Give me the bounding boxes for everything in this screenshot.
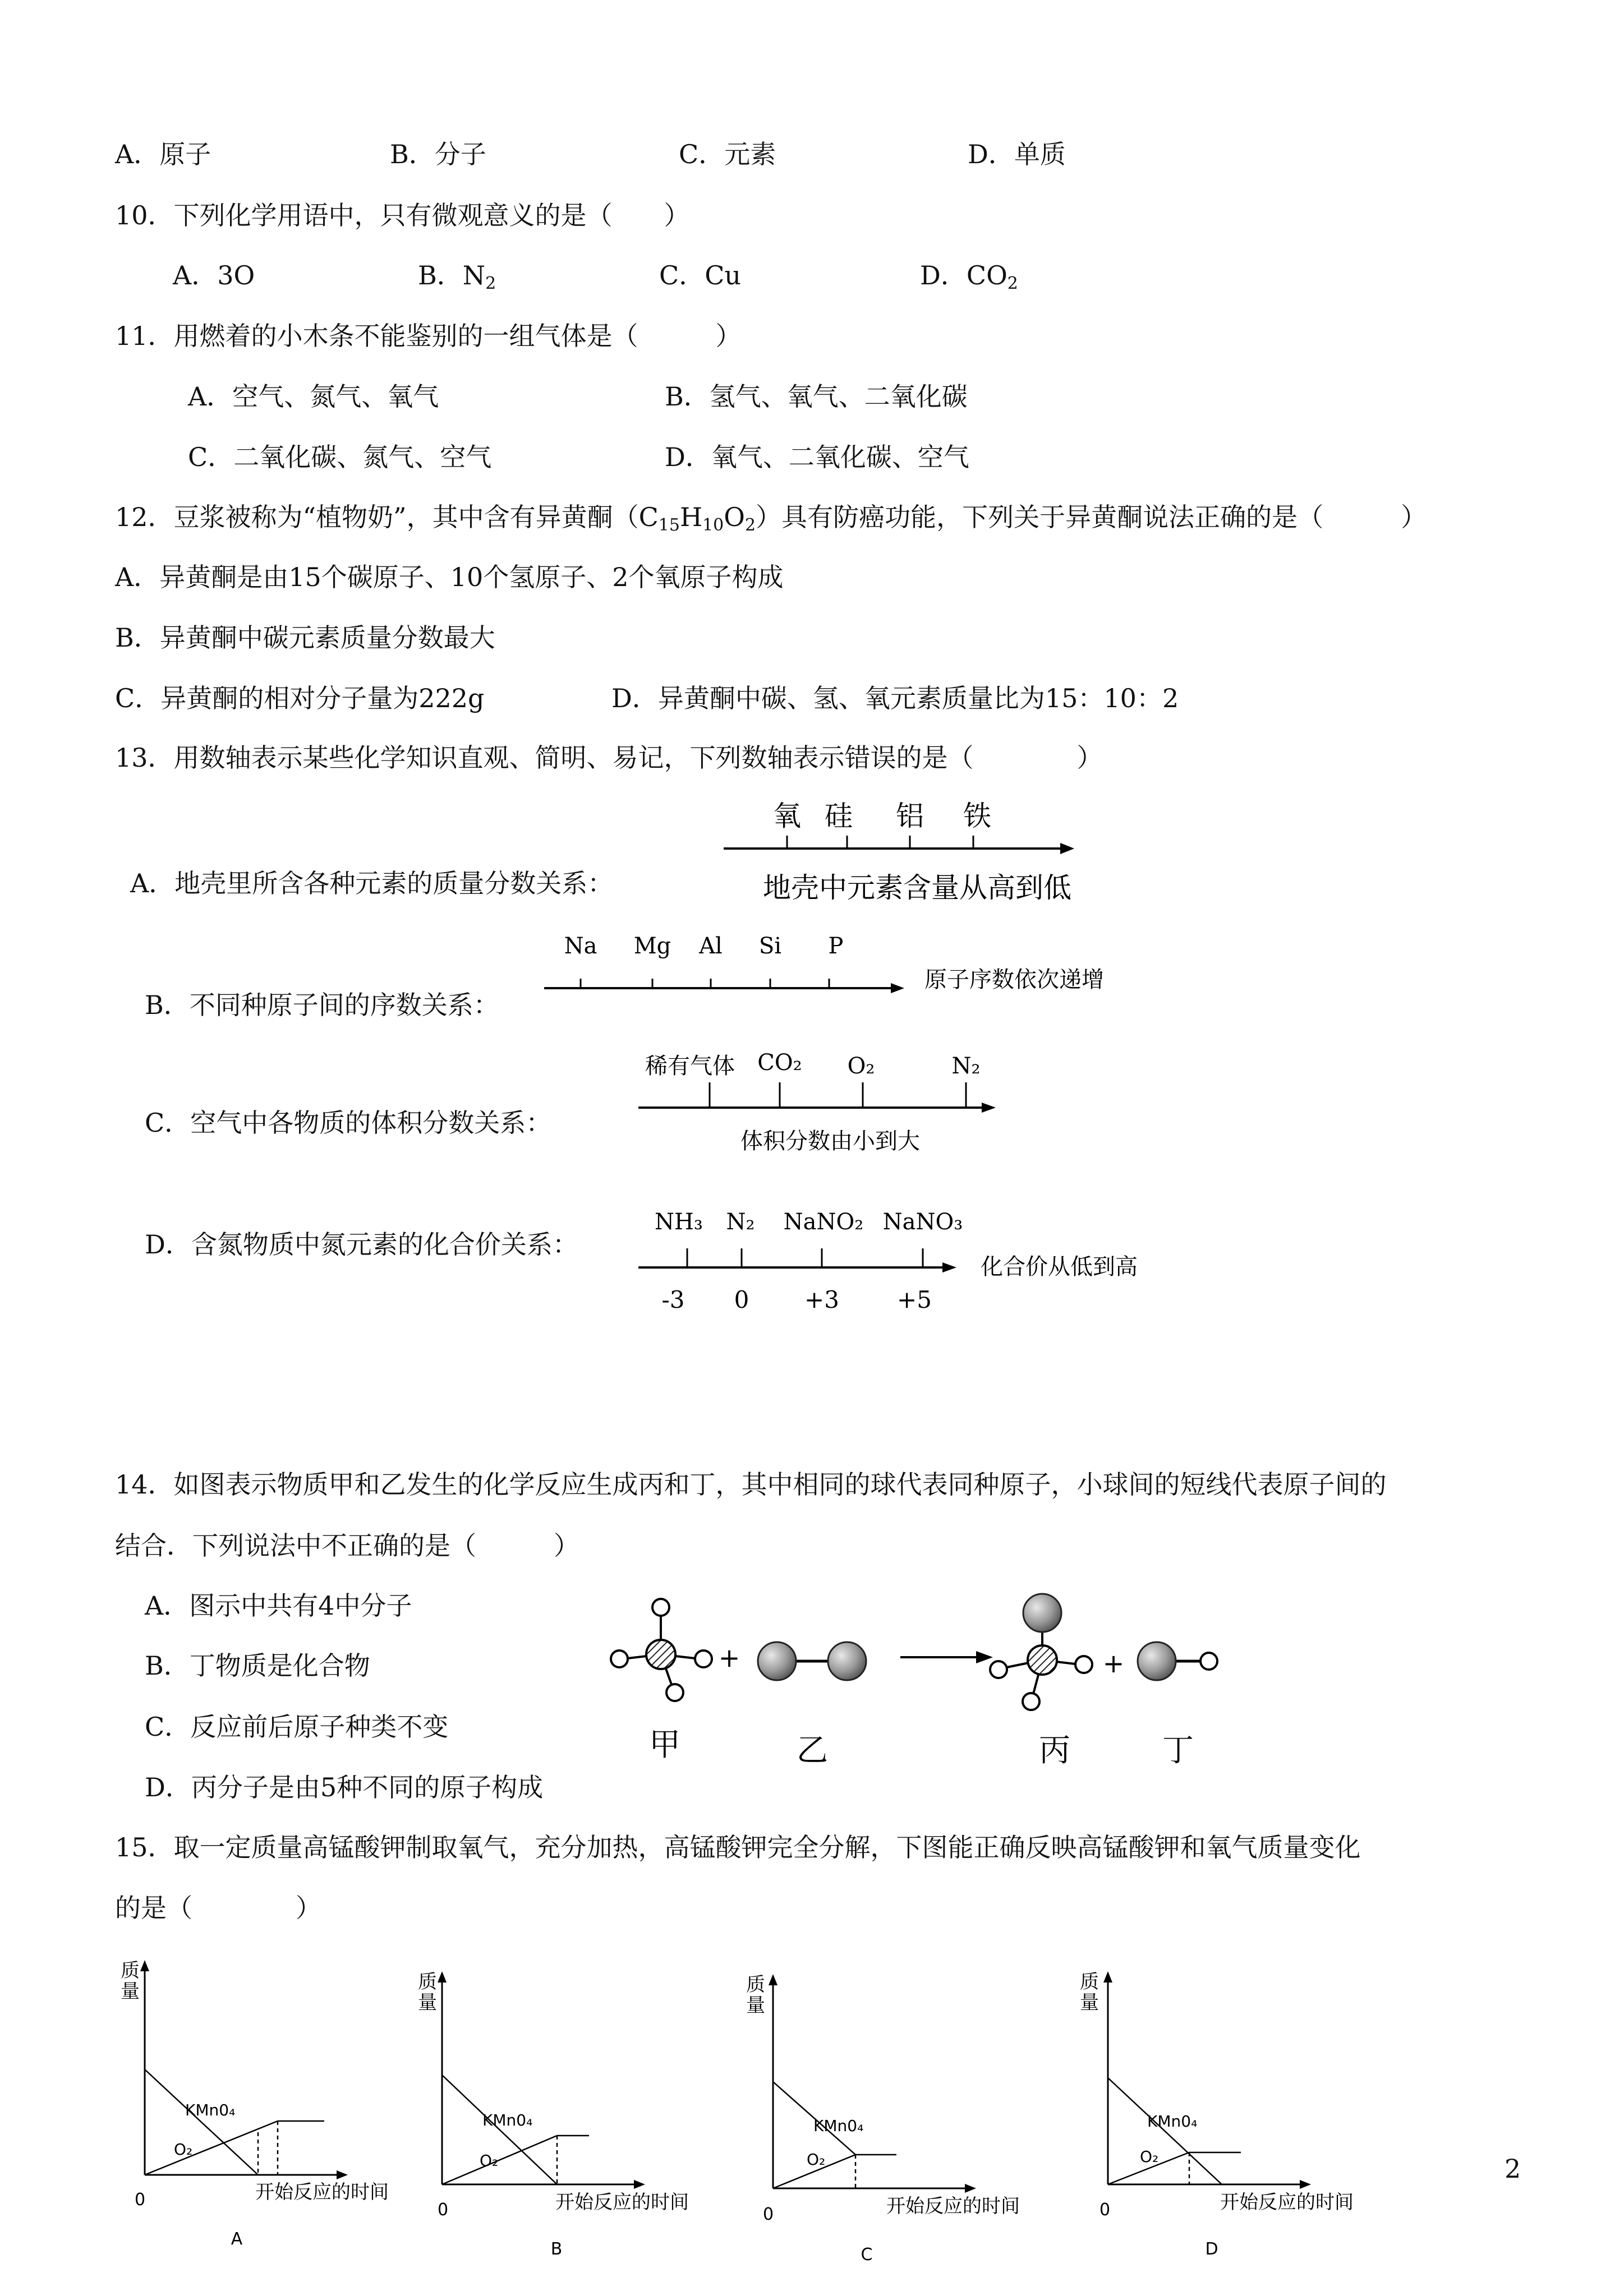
q11-option-c: C．二氧化碳、氮气、空气 [188,442,492,472]
q14-stem-line2: 结合．下列说法中不正确的是（ ） [115,1530,579,1561]
svg-text:开始反应的时间: 开始反应的时间 [555,2191,689,2214]
svg-text:0: 0 [1099,2200,1111,2220]
q14-stem-line1: 14．如图表示物质甲和乙发生的化学反应生成丙和丁，其中相同的球代表同种原子，小球间的短线代表原子间的 [115,1469,1387,1500]
svg-text:+5: +5 [897,1286,932,1313]
svg-text:开始反应的时间: 开始反应的时间 [255,2181,389,2203]
svg-text:乙: 乙 [797,1732,828,1769]
svg-text:开始反应的时间: 开始反应的时间 [886,2195,1020,2217]
svg-text:丙: 丙 [1039,1732,1070,1769]
svg-text:丁: 丁 [1162,1732,1194,1769]
q14-option-d: D．丙分子是由5种不同的原子构成 [145,1772,544,1802]
q13-stem: 13．用数轴表示某些化学知识直观、简明、易记，下列数轴表示错误的是（ ） [115,743,1103,773]
q13-a-tick-fe: 铁 [963,800,991,832]
q11-option-b: B．氢气、氧气、二氧化碳 [665,381,968,412]
graph-d [1080,1971,1354,2259]
q9-option-a: A．原子 [115,139,211,169]
q11-option-d: D．氧气、二氧化碳、空气 [665,442,969,472]
q13-b-label: B．不同种原子间的序数关系： [145,990,499,1020]
svg-text:化合价从低到高: 化合价从低到高 [981,1254,1138,1280]
svg-text:O₂: O₂ [1140,2147,1159,2166]
svg-text:质: 质 [418,1971,437,1993]
q15-stem-line1: 15．取一定质量高锰酸钾制取氧气，充分加热，高锰酸钾完全分解，下图能正确反映高锰酸钾和氧气质量变化 [115,1832,1361,1862]
q10-option-b: B．$N_2$ [418,260,496,293]
svg-text:KMn0₄: KMn0₄ [813,2117,864,2135]
svg-text:-3: -3 [661,1286,685,1313]
q12-option-b: B．异黄酮中碳元素质量分数最大 [115,623,495,653]
svg-text:NH₃: NH₃ [655,1209,703,1235]
svg-text:稀有气体: 稀有气体 [645,1053,735,1079]
q13-a-caption: 地壳中元素含量从高到低 [763,872,1071,904]
svg-text:A: A [231,2229,243,2249]
svg-text:P: P [828,933,844,959]
svg-text:Al: Al [699,933,723,959]
q9-option-b: B．分子 [390,139,486,169]
q15-stem-line2: 的是（ ） [115,1893,321,1923]
svg-text:KMn0₄: KMn0₄ [185,2101,236,2119]
q13-c-label: C．空气中各物质的体积分数关系： [145,1108,552,1138]
q12-option-d: D．异黄酮中碳、氢、氧元素质量比为15：10：2 [611,683,1179,713]
svg-text:Na: Na [564,933,597,959]
svg-text:质: 质 [1080,1971,1099,1993]
q10-option-a: A．3O [173,260,255,291]
svg-text:体积分数由小到大: 体积分数由小到大 [740,1128,920,1154]
q14-option-b: B．丁物质是化合物 [145,1650,370,1681]
q9-option-d: D．单质 [968,139,1066,169]
svg-text:量: 量 [418,1991,437,2014]
q14-option-a: A．图示中共有4中分子 [145,1590,412,1621]
svg-text:O₂: O₂ [480,2151,499,2170]
svg-text:甲: 甲 [649,1727,680,1763]
svg-text:量: 量 [746,1994,765,2017]
svg-text:+3: +3 [804,1286,839,1313]
svg-text:N₂: N₂ [726,1209,755,1235]
svg-text:O₂: O₂ [807,2150,826,2169]
q12-option-a: A．异黄酮是由15个碳原子、10个氢原子、2个氧原子构成 [115,562,784,592]
q13-a-tick-al: 铝 [896,800,924,832]
svg-text:Mg: Mg [633,933,671,959]
q13-a-tick-si: 硅 [825,800,853,832]
graph-b [418,1971,689,2259]
q10-stem: 10．下列化学用语中，只有微观意义的是（ ） [115,200,690,230]
svg-text:NaNO₃: NaNO₃ [882,1209,963,1235]
q11-stem: 11．用燃着的小木条不能鉴别的一组气体是（ ） [115,321,742,351]
svg-text:开始反应的时间: 开始反应的时间 [1220,2191,1354,2214]
q13-d-label: D．含氮物质中氮元素的化合价关系： [145,1229,578,1260]
svg-text:N₂: N₂ [951,1053,981,1079]
q10-option-c: C．Cu [659,260,742,291]
svg-text:+: + [1102,1648,1125,1679]
graph-c [746,1974,1020,2265]
page-number: 2 [1505,2154,1521,2184]
svg-text:原子序数依次递增: 原子序数依次递增 [924,967,1104,993]
q10-option-d: D．$CO_2$ [920,260,1018,293]
q13-a-tick-o: 氧 [773,800,801,832]
svg-text:质: 质 [121,1960,140,1982]
svg-text:O₂: O₂ [847,1053,875,1079]
svg-text:+: + [718,1643,740,1673]
svg-text:O₂: O₂ [174,2140,193,2159]
svg-text:0: 0 [438,2200,449,2220]
q14-option-c: C．反应前后原子种类不变 [145,1712,449,1742]
svg-text:0: 0 [763,2205,774,2224]
graph-a [121,1960,389,2249]
svg-text:KMn0₄: KMn0₄ [482,2111,533,2129]
svg-text:质: 质 [746,1974,765,1996]
svg-text:KMn0₄: KMn0₄ [1147,2112,1198,2131]
svg-text:0: 0 [734,1286,749,1313]
q13-a-label: A．地壳里所含各种元素的质量分数关系： [130,868,614,898]
svg-text:NaNO₂: NaNO₂ [783,1209,864,1235]
svg-text:Si: Si [758,933,782,959]
svg-text:CO₂: CO₂ [757,1050,802,1076]
svg-text:D: D [1205,2239,1218,2259]
svg-text:0: 0 [135,2190,146,2210]
svg-text:量: 量 [1080,1991,1099,2014]
svg-text:量: 量 [121,1980,140,2003]
q12-stem: 12．豆浆被称为“植物奶”，其中含有异黄酮$(C_{15}H_{10}O_2)$具有防癌功能，下列关于异黄酮说法正确的是（ ） [115,502,1427,535]
q12-option-c: C．异黄酮的相对分子量为222g [115,683,485,713]
q11-option-a: A．空气、氮气、氧气 [188,381,439,412]
svg-text:B: B [550,2239,563,2259]
q9-option-c: C．元素 [679,139,776,169]
svg-text:C: C [861,2245,873,2265]
